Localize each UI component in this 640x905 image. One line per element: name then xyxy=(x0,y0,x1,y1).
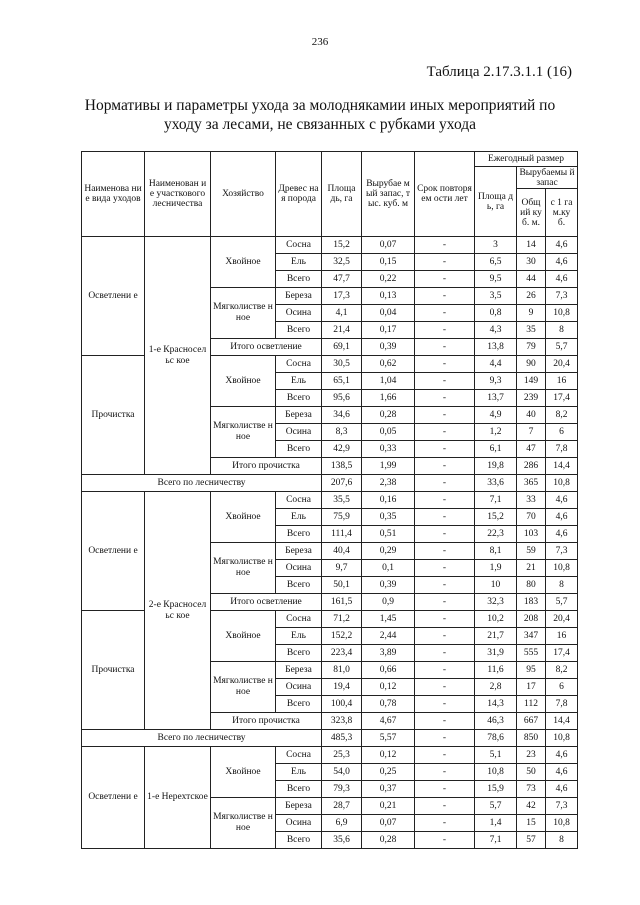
household-cell: Мягколистве нное xyxy=(211,798,276,849)
table-cell: 7,3 xyxy=(546,288,578,305)
table-cell: 112 xyxy=(517,696,546,713)
household-cell: Хвойное xyxy=(211,747,276,798)
table-cell: - xyxy=(415,747,475,764)
table-cell: 15,2 xyxy=(475,509,517,526)
table-cell: 35,6 xyxy=(322,832,362,849)
table-cell: 17,4 xyxy=(546,390,578,407)
subtotal-label: Итого осветление xyxy=(211,594,322,611)
page-number: 236 xyxy=(311,36,329,48)
table-cell: 75,9 xyxy=(322,509,362,526)
table-cell: 11,6 xyxy=(475,662,517,679)
document-title xyxy=(60,96,580,134)
table-cell: 7,3 xyxy=(546,798,578,815)
table-cell: 15 xyxy=(517,815,546,832)
table-cell: Береза xyxy=(276,662,322,679)
table-cell: 4,6 xyxy=(546,747,578,764)
table-cell: 95,6 xyxy=(322,390,362,407)
table-cell: Ель xyxy=(276,764,322,781)
table-cell: - xyxy=(415,713,475,730)
table-cell: Сосна xyxy=(276,492,322,509)
table-cell: 8 xyxy=(546,322,578,339)
table-cell: 95 xyxy=(517,662,546,679)
table-cell: - xyxy=(415,526,475,543)
table-cell: 4,1 xyxy=(322,305,362,322)
table-cell: 0,05 xyxy=(362,424,415,441)
header-felled-stock: Вырубае мый запас, тыс. куб. м xyxy=(362,152,415,237)
table-cell: 4,3 xyxy=(475,322,517,339)
table-cell: 8,2 xyxy=(546,407,578,424)
table-cell: 149 xyxy=(517,373,546,390)
table-cell: 100,4 xyxy=(322,696,362,713)
table-id: Таблица 2.17.3.1.1 (16) xyxy=(426,64,572,80)
table-cell: Всего xyxy=(276,526,322,543)
table-cell: 90 xyxy=(517,356,546,373)
table-cell: 7,3 xyxy=(546,543,578,560)
table-cell: 0,12 xyxy=(362,679,415,696)
table-cell: 10,2 xyxy=(475,611,517,628)
table-cell: 4,6 xyxy=(546,509,578,526)
table-cell: 0,1 xyxy=(362,560,415,577)
table-cell: 21 xyxy=(517,560,546,577)
header-annual-stock: Вырубаемы й запас xyxy=(517,167,578,189)
table-cell: 70 xyxy=(517,509,546,526)
table-cell: 10,8 xyxy=(546,475,578,492)
table-cell: - xyxy=(415,543,475,560)
table-cell: 4,6 xyxy=(546,492,578,509)
table-cell: 239 xyxy=(517,390,546,407)
table-cell: 138,5 xyxy=(322,458,362,475)
table-cell: Осина xyxy=(276,305,322,322)
table-cell: - xyxy=(415,373,475,390)
table-cell: 7,8 xyxy=(546,441,578,458)
forestry-total-label: Всего по лесничеству xyxy=(82,475,322,492)
table-cell: Всего xyxy=(276,645,322,662)
table-cell: Береза xyxy=(276,407,322,424)
table-cell: 1,4 xyxy=(475,815,517,832)
table-cell: - xyxy=(415,475,475,492)
table-cell: Всего xyxy=(276,832,322,849)
table-cell: - xyxy=(415,781,475,798)
header-kind: Наименова ние вида уходов xyxy=(82,152,145,237)
table-cell: 6 xyxy=(546,424,578,441)
title-line-2: уходу за лесами, не связанных с рубками ухода xyxy=(163,116,477,133)
table-cell: 20,4 xyxy=(546,356,578,373)
table-cell: 9 xyxy=(517,305,546,322)
table-cell: 7 xyxy=(517,424,546,441)
table-cell: 32,5 xyxy=(322,254,362,271)
table-cell: 8,2 xyxy=(546,662,578,679)
table-cell: - xyxy=(415,662,475,679)
table-cell: 10,8 xyxy=(546,730,578,747)
table-cell: - xyxy=(415,237,475,254)
table-cell: 19,4 xyxy=(322,679,362,696)
table-cell: 14,4 xyxy=(546,713,578,730)
table-cell: 30,5 xyxy=(322,356,362,373)
table-cell: 69,1 xyxy=(322,339,362,356)
table-cell: - xyxy=(415,730,475,747)
table-cell: 347 xyxy=(517,628,546,645)
table-cell: 111,4 xyxy=(322,526,362,543)
subtotal-label: Итого прочистка xyxy=(211,458,322,475)
table-cell: Всего xyxy=(276,441,322,458)
table-cell: 3,89 xyxy=(362,645,415,662)
table-cell: 3,5 xyxy=(475,288,517,305)
table-cell: - xyxy=(415,424,475,441)
table-cell: 46,3 xyxy=(475,713,517,730)
forestry-cell: 2-е Красносельс кое xyxy=(145,492,211,730)
table-cell: - xyxy=(415,339,475,356)
table-cell: 0,13 xyxy=(362,288,415,305)
kind-cell: Прочистка xyxy=(82,356,145,475)
subtotal-label: Итого осветление xyxy=(211,339,322,356)
table-cell: Ель xyxy=(276,254,322,271)
table-cell: 7,8 xyxy=(546,696,578,713)
table-cell: 59 xyxy=(517,543,546,560)
table-cell: 6 xyxy=(546,679,578,696)
table-cell: 47,7 xyxy=(322,271,362,288)
forestry-cell: 1-е Нерехтское xyxy=(145,747,211,849)
table-cell: 15,9 xyxy=(475,781,517,798)
table-cell: - xyxy=(415,696,475,713)
forestry-total-label: Всего по лесничеству xyxy=(82,730,322,747)
table-cell: Осина xyxy=(276,679,322,696)
norms-table xyxy=(81,151,578,849)
table-cell: 81,0 xyxy=(322,662,362,679)
table-cell: 80 xyxy=(517,577,546,594)
table-cell: - xyxy=(415,577,475,594)
table-cell: 4,6 xyxy=(546,764,578,781)
table-cell: Всего xyxy=(276,577,322,594)
table-cell: 0,22 xyxy=(362,271,415,288)
table-cell: 14,3 xyxy=(475,696,517,713)
table-cell: 2,38 xyxy=(362,475,415,492)
table-cell: 25,3 xyxy=(322,747,362,764)
table-cell: - xyxy=(415,458,475,475)
table-cell: Осина xyxy=(276,560,322,577)
table-cell: 15,2 xyxy=(322,237,362,254)
table-cell: - xyxy=(415,628,475,645)
table-cell: 17,4 xyxy=(546,645,578,662)
header-annual: Ежегодный размер xyxy=(475,152,578,167)
table-cell: 57 xyxy=(517,832,546,849)
header-household: Хозяйство xyxy=(211,152,276,237)
table-cell: 0,21 xyxy=(362,798,415,815)
table-cell: - xyxy=(415,407,475,424)
table-cell: 10,8 xyxy=(546,815,578,832)
table-cell: 16 xyxy=(546,373,578,390)
table-cell: 50,1 xyxy=(322,577,362,594)
table-cell: Осина xyxy=(276,815,322,832)
table-cell: 1,99 xyxy=(362,458,415,475)
table-cell: Береза xyxy=(276,288,322,305)
table-row xyxy=(82,747,578,764)
table-cell: Сосна xyxy=(276,747,322,764)
table-cell: 13,7 xyxy=(475,390,517,407)
table-cell: Ель xyxy=(276,509,322,526)
table-cell: 0,9 xyxy=(362,594,415,611)
table-cell: 71,2 xyxy=(322,611,362,628)
table-cell: 5,7 xyxy=(546,339,578,356)
table-cell: 10,8 xyxy=(546,560,578,577)
kind-cell: Прочистка xyxy=(82,611,145,730)
table-cell: 10,8 xyxy=(546,305,578,322)
table-cell: Береза xyxy=(276,543,322,560)
table-cell: 667 xyxy=(517,713,546,730)
table-cell: 4,67 xyxy=(362,713,415,730)
table-cell: 323,8 xyxy=(322,713,362,730)
table-cell: 4,6 xyxy=(546,237,578,254)
table-cell: - xyxy=(415,390,475,407)
header-forestry: Наименован ие участкового лесничества xyxy=(145,152,211,237)
table-cell: 4,6 xyxy=(546,781,578,798)
table-cell: 2,44 xyxy=(362,628,415,645)
subtotal-label: Итого прочистка xyxy=(211,713,322,730)
table-cell: 19,8 xyxy=(475,458,517,475)
table-cell: - xyxy=(415,271,475,288)
table-cell: - xyxy=(415,764,475,781)
table-cell: Всего xyxy=(276,322,322,339)
table-cell: 31,9 xyxy=(475,645,517,662)
table-cell: 183 xyxy=(517,594,546,611)
table-cell: 0,16 xyxy=(362,492,415,509)
table-cell: Осина xyxy=(276,424,322,441)
table-cell: - xyxy=(415,322,475,339)
table-cell: 0,66 xyxy=(362,662,415,679)
table-cell: 365 xyxy=(517,475,546,492)
header-stock-per-ha: с 1 га м.ку б. xyxy=(546,189,578,237)
table-cell: 9,7 xyxy=(322,560,362,577)
table-cell: 23 xyxy=(517,747,546,764)
table-cell: 54,0 xyxy=(322,764,362,781)
table-cell: 47 xyxy=(517,441,546,458)
table-cell: 0,07 xyxy=(362,237,415,254)
table-cell: 4,9 xyxy=(475,407,517,424)
table-cell: 8 xyxy=(546,832,578,849)
header-area: Площа дь, га xyxy=(322,152,362,237)
table-cell: 0,04 xyxy=(362,305,415,322)
table-cell: 3 xyxy=(475,237,517,254)
table-cell: 4,6 xyxy=(546,526,578,543)
table-cell: 14 xyxy=(517,237,546,254)
table-cell: 73 xyxy=(517,781,546,798)
table-row xyxy=(82,475,578,492)
table-cell: Ель xyxy=(276,628,322,645)
table-cell: - xyxy=(415,594,475,611)
kind-cell: Осветлени е xyxy=(82,237,145,356)
table-cell: Береза xyxy=(276,798,322,815)
table-cell: - xyxy=(415,798,475,815)
table-cell: 0,39 xyxy=(362,577,415,594)
header-repeat: Срок повторяем ости лет xyxy=(415,152,475,237)
table-cell: 20,4 xyxy=(546,611,578,628)
table-cell: - xyxy=(415,645,475,662)
table-cell: 35,5 xyxy=(322,492,362,509)
table-cell: 1,04 xyxy=(362,373,415,390)
table-cell: 79 xyxy=(517,339,546,356)
table-cell: 0,8 xyxy=(475,305,517,322)
table-cell: 42 xyxy=(517,798,546,815)
table-cell: 42,9 xyxy=(322,441,362,458)
table-cell: 1,45 xyxy=(362,611,415,628)
table-cell: 0,39 xyxy=(362,339,415,356)
household-cell: Мягколистве нное xyxy=(211,288,276,339)
table-cell: 2,8 xyxy=(475,679,517,696)
table-cell: 40,4 xyxy=(322,543,362,560)
table-cell: 0,07 xyxy=(362,815,415,832)
table-cell: 286 xyxy=(517,458,546,475)
table-cell: 5,1 xyxy=(475,747,517,764)
forestry-cell: 1-е Красносельс кое xyxy=(145,237,211,475)
table-cell: 103 xyxy=(517,526,546,543)
table-cell: 65,1 xyxy=(322,373,362,390)
table-cell: 40 xyxy=(517,407,546,424)
table-cell: 0,17 xyxy=(362,322,415,339)
table-cell: - xyxy=(415,305,475,322)
table-cell: Ель xyxy=(276,373,322,390)
table-cell: - xyxy=(415,832,475,849)
table-cell: 5,7 xyxy=(475,798,517,815)
table-cell: Всего xyxy=(276,781,322,798)
table-cell: 152,2 xyxy=(322,628,362,645)
table-cell: 34,6 xyxy=(322,407,362,424)
table-cell: 1,9 xyxy=(475,560,517,577)
table-cell: - xyxy=(415,611,475,628)
table-row xyxy=(82,237,578,254)
table-cell: - xyxy=(415,815,475,832)
household-cell: Мягколистве нное xyxy=(211,543,276,594)
table-cell: 0,25 xyxy=(362,764,415,781)
table-cell: 21,4 xyxy=(322,322,362,339)
table-cell: 555 xyxy=(517,645,546,662)
table-cell: Всего xyxy=(276,390,322,407)
table-cell: Всего xyxy=(276,271,322,288)
table-cell: 207,6 xyxy=(322,475,362,492)
table-cell: - xyxy=(415,679,475,696)
table-cell: 32,3 xyxy=(475,594,517,611)
table-cell: 21,7 xyxy=(475,628,517,645)
table-cell: 4,6 xyxy=(546,271,578,288)
table-cell: 13,8 xyxy=(475,339,517,356)
table-cell: 208 xyxy=(517,611,546,628)
table-cell: 10,8 xyxy=(475,764,517,781)
table-cell: 161,5 xyxy=(322,594,362,611)
table-cell: 0,78 xyxy=(362,696,415,713)
household-cell: Хвойное xyxy=(211,356,276,407)
table-cell: - xyxy=(415,356,475,373)
table-cell: Сосна xyxy=(276,611,322,628)
table-cell: - xyxy=(415,288,475,305)
household-cell: Хвойное xyxy=(211,492,276,543)
table-cell: 8 xyxy=(546,577,578,594)
header-stock-total: Общ ий куб. м. xyxy=(517,189,546,237)
table-cell: 4,4 xyxy=(475,356,517,373)
household-cell: Мягколистве нное xyxy=(211,662,276,713)
table-cell: 22,3 xyxy=(475,526,517,543)
table-cell: 50 xyxy=(517,764,546,781)
table-cell: 26 xyxy=(517,288,546,305)
header-annual-area: Площа дь, га xyxy=(475,167,517,237)
table-cell: 33,6 xyxy=(475,475,517,492)
table-cell: 17,3 xyxy=(322,288,362,305)
table-cell: 0,28 xyxy=(362,832,415,849)
table-cell: 35 xyxy=(517,322,546,339)
header-species: Древес ная порода xyxy=(276,152,322,237)
table-cell: - xyxy=(415,560,475,577)
table-cell: 0,35 xyxy=(362,509,415,526)
table-cell: - xyxy=(415,441,475,458)
table-cell: 8,1 xyxy=(475,543,517,560)
table-cell: 30 xyxy=(517,254,546,271)
kind-cell: Осветлени е xyxy=(82,492,145,611)
table-cell: 1,66 xyxy=(362,390,415,407)
kind-cell: Осветлени е xyxy=(82,747,145,849)
table-cell: - xyxy=(415,509,475,526)
title-line-1: Нормативы и параметры ухода за молоднякамии иных мероприятий по xyxy=(84,97,556,114)
household-cell: Мягколистве нное xyxy=(211,407,276,458)
table-cell: 7,1 xyxy=(475,832,517,849)
table-row xyxy=(82,492,578,509)
table-cell: 16 xyxy=(546,628,578,645)
table-cell: 14,4 xyxy=(546,458,578,475)
table-cell: 0,37 xyxy=(362,781,415,798)
table-cell: 850 xyxy=(517,730,546,747)
table-row xyxy=(82,730,578,747)
table-cell: 44 xyxy=(517,271,546,288)
table-cell: 6,1 xyxy=(475,441,517,458)
table-cell: Сосна xyxy=(276,356,322,373)
table-cell: 0,51 xyxy=(362,526,415,543)
table-cell: Всего xyxy=(276,696,322,713)
table-cell: 5,57 xyxy=(362,730,415,747)
table-cell: - xyxy=(415,492,475,509)
table-cell: 0,15 xyxy=(362,254,415,271)
table-cell: 78,6 xyxy=(475,730,517,747)
table-cell: - xyxy=(415,254,475,271)
table-cell: 9,5 xyxy=(475,271,517,288)
table-cell: 0,33 xyxy=(362,441,415,458)
table-cell: 485,3 xyxy=(322,730,362,747)
household-cell: Хвойное xyxy=(211,237,276,288)
table-cell: 6,5 xyxy=(475,254,517,271)
table-cell: 0,12 xyxy=(362,747,415,764)
table-cell: 0,62 xyxy=(362,356,415,373)
table-cell: 33 xyxy=(517,492,546,509)
table-cell: 4,6 xyxy=(546,254,578,271)
table-cell: 7,1 xyxy=(475,492,517,509)
table-cell: 1,2 xyxy=(475,424,517,441)
table-cell: 8,3 xyxy=(322,424,362,441)
table-cell: 79,3 xyxy=(322,781,362,798)
table-cell: 17 xyxy=(517,679,546,696)
table-cell: 0,28 xyxy=(362,407,415,424)
table-cell: 223,4 xyxy=(322,645,362,662)
table-cell: 9,3 xyxy=(475,373,517,390)
table-cell: 6,9 xyxy=(322,815,362,832)
table-cell: 28,7 xyxy=(322,798,362,815)
household-cell: Хвойное xyxy=(211,611,276,662)
table-cell: 0,29 xyxy=(362,543,415,560)
table-cell: Сосна xyxy=(276,237,322,254)
table-cell: 10 xyxy=(475,577,517,594)
table-cell: 5,7 xyxy=(546,594,578,611)
